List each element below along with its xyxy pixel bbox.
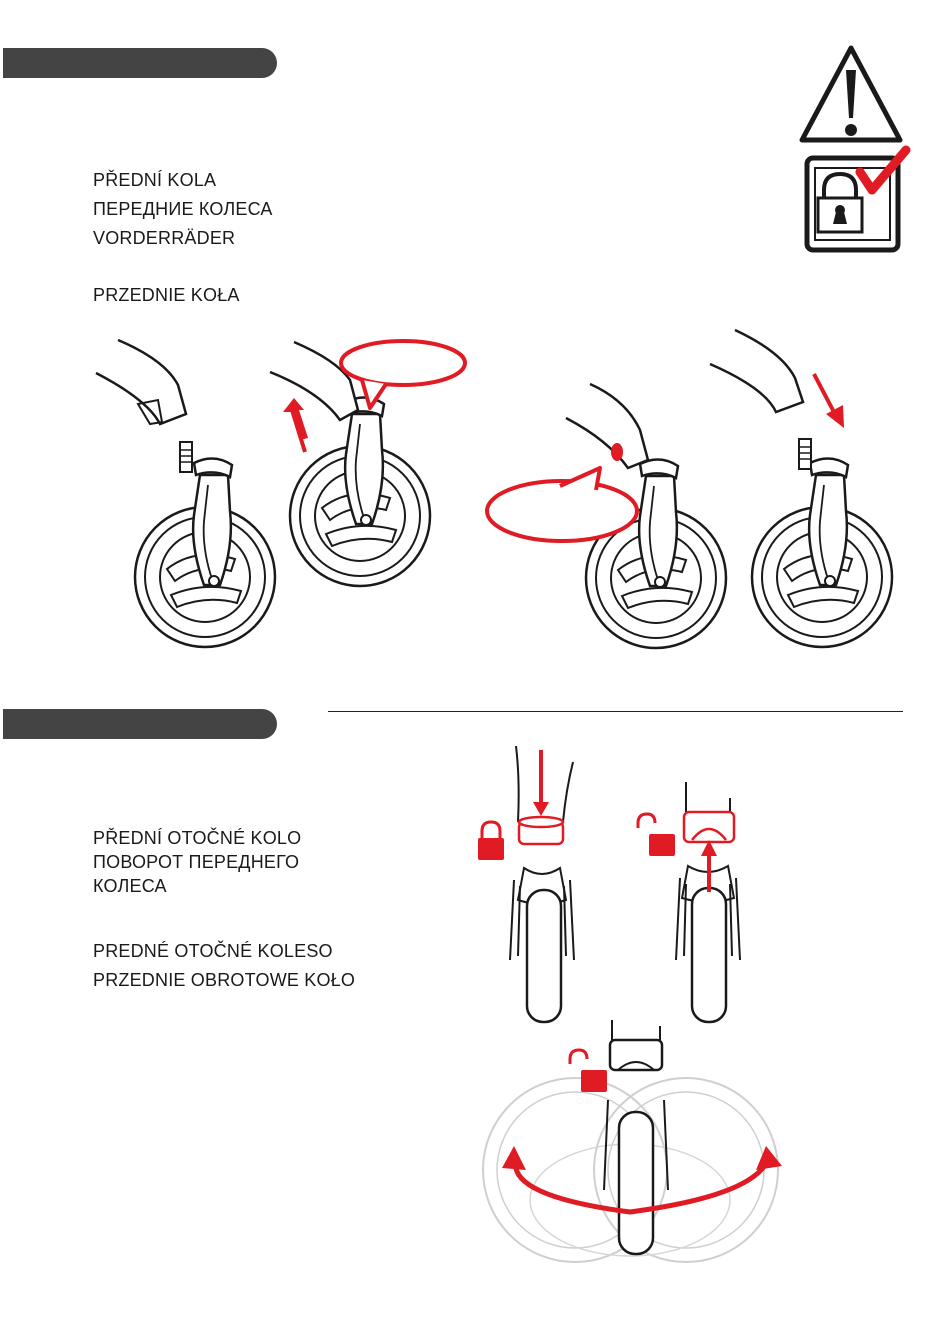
label-ru-2: КОЛЕСА [93,876,167,896]
warning-triangle-icon [802,48,900,140]
swivel-rotating [483,1020,782,1262]
swivel-unlocked [638,782,740,1022]
label-ru-1: ПОВОРОТ ПЕРЕДНЕГО [93,852,300,872]
front-wheel-step-1 [96,340,275,647]
label-cz: PŘEDNÍ OTOČNÉ KOLO [93,828,302,848]
front-wheel-step-2 [270,341,465,586]
label-pl: PRZEDNIE OBROTOWE KOŁO [93,970,356,990]
front-wheel-step-4 [710,330,892,647]
swivel-locked [478,746,574,1022]
label-de: VORDERRÄDER [93,228,236,248]
label-cz: PŘEDNÍ KOLA [93,170,217,190]
label-sk: PREDNÉ OTOČNÉ KOLESO [93,941,333,961]
lock-check-icon [807,150,906,250]
front-wheel-step-3 [487,384,726,648]
label-ru: ПЕРЕДНИЕ КОЛЕСА [93,199,273,219]
label-pl: PRZEDNIE KOŁA [93,285,240,305]
